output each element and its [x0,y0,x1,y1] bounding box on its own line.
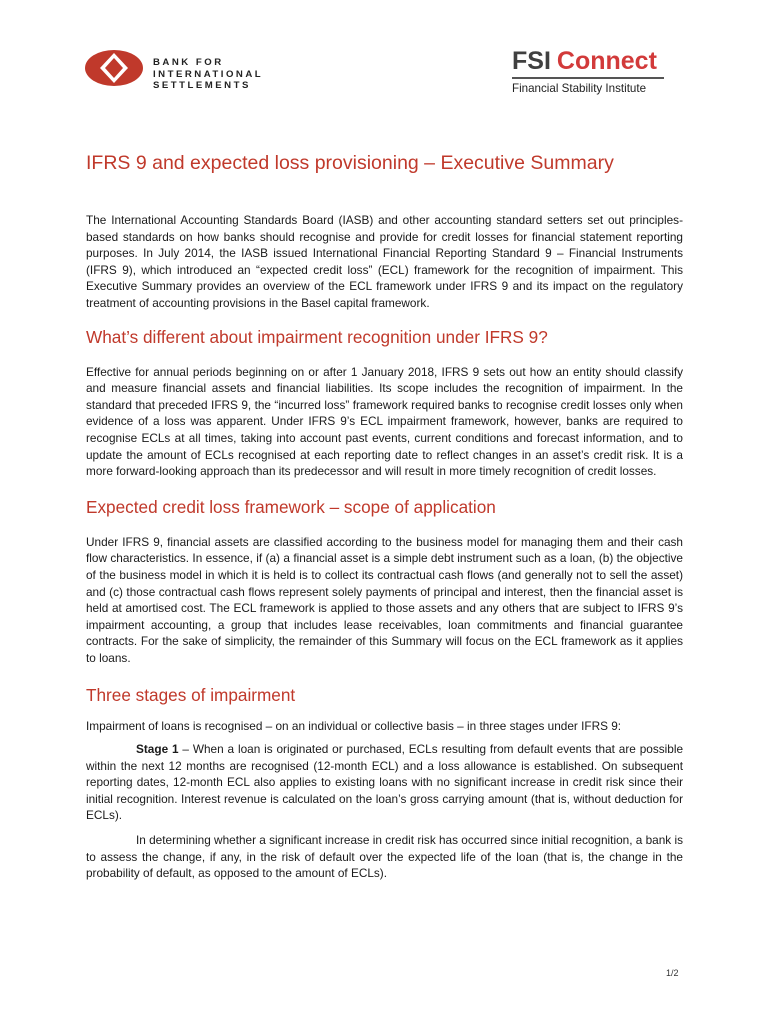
bis-logo-icon [84,48,144,88]
section-heading-three-stages: Three stages of impairment [86,685,296,706]
fsi-logo-title [512,47,664,75]
bis-name-line-1: BANK FOR [153,57,224,68]
stage-1-text: – When a loan is originated or purchased, ECLs resulting from default events that are possible within the next 12 months are recognised (12-month ECL) and a loss allowance is established. On subsequent reporting dates, 12-month ECL also applies to existing loans with no significant increase in credit risk since their initial recognition. Interest revenue is calculated on the loan’s gross carrying amount (that is, without deduction for ECLs). [86,742,684,823]
page-number: 1/2 [666,968,679,978]
section-heading-impairment-recognition: What’s different about impairment recognition under IFRS 9? [86,326,548,347]
fsi-logo-word-fsi: FSI [512,47,551,75]
bis-name [153,57,263,92]
document-body [86,150,683,882]
page-header [0,0,768,110]
section-impairment-recognition-body: Effective for annual periods beginning on or after 1 January 2018, IFRS 9 sets out how an entity should classify and measure financial assets and financial liabilities. Its scope includes the recognition of impairment. In the standard that preceded IFRS 9, the “incurred loss” framework required banks to recognise credit losses only when evidence of a loss was apparent. Under IFRS 9’s ECL impairment framework, however, banks are required to recognise ECLs at all times, taking into account past events, current conditions and forecast information, and to update the amount of ECLs recognised at each reporting date to reflect changes in an asset’s credit risk. It is a more forward-looking approach than its predecessor and will result in more timely recognition of credit losses. [86,364,683,479]
stage-1-paragraph [86,741,683,824]
fsi-logo-rule [512,77,664,79]
page-title: IFRS 9 and expected loss provisioning – Executive Summary [86,152,614,174]
section-heading-ecl-scope: Expected credit loss framework – scope of application [86,496,496,517]
stage-1-label: Stage 1 [136,742,179,757]
bis-name-line-2: INTERNATIONAL [153,68,264,80]
fsi-logo-word-connect: Connect [556,47,657,75]
three-stages-lead: Impairment of loans is recognised – on an individual or collective basis – in three stages under IFRS 9: [86,719,622,734]
bis-name-line-3: SETTLEMENTS [153,80,251,91]
intro-paragraph: The International Accounting Standards Board (IASB) and other accounting standard setters set out principles-based standards on how banks should recognise and provide for credit losses for financial statement reporting purposes. In July 2014, the IASB issued International Financial Reporting Standard 9 – Financial Instruments (IFRS 9), which introduced an “expected credit loss” (ECL) framework for the recognition of impairment. This Executive Summary provides an overview of the ECL framework under IFRS 9 and its impact on the regulatory treatment of accounting provisions in the Basel capital framework. [86,213,683,310]
stage-1-continuation: In determining whether a significant increase in credit risk has occurred since initial recognition, a bank is to assess the change, if any, in the risk of default over the expected life of the loan (that is, the change in the probability of default, as opposed to the amount of ECLs). [86,833,683,881]
section-ecl-scope-body: Under IFRS 9, financial assets are classified according to the business model for managing them and their cash flow characteristics. In essence, if (a) a financial asset is a simple debt instrument such as a loan, (b) the objective of the business model in which it is held is to collect its contractual cash flows (and generally not to sell the asset) and (c) those contractual cash flows represent solely payments of principal and interest, then the financial asset is held at amortised cost. The ECL framework is applied to those assets and any others that are subject to IFRS 9’s impairment accounting, a group that includes lease receivables, loan commitments and financial guarantee contracts. For the sake of simplicity, the remainder of this Summary will focus on the ECL framework as it applies to loans. [86,534,683,665]
fsi-logo-subtitle: Financial Stability Institute [512,81,647,95]
fsi-connect-logo [512,47,664,95]
